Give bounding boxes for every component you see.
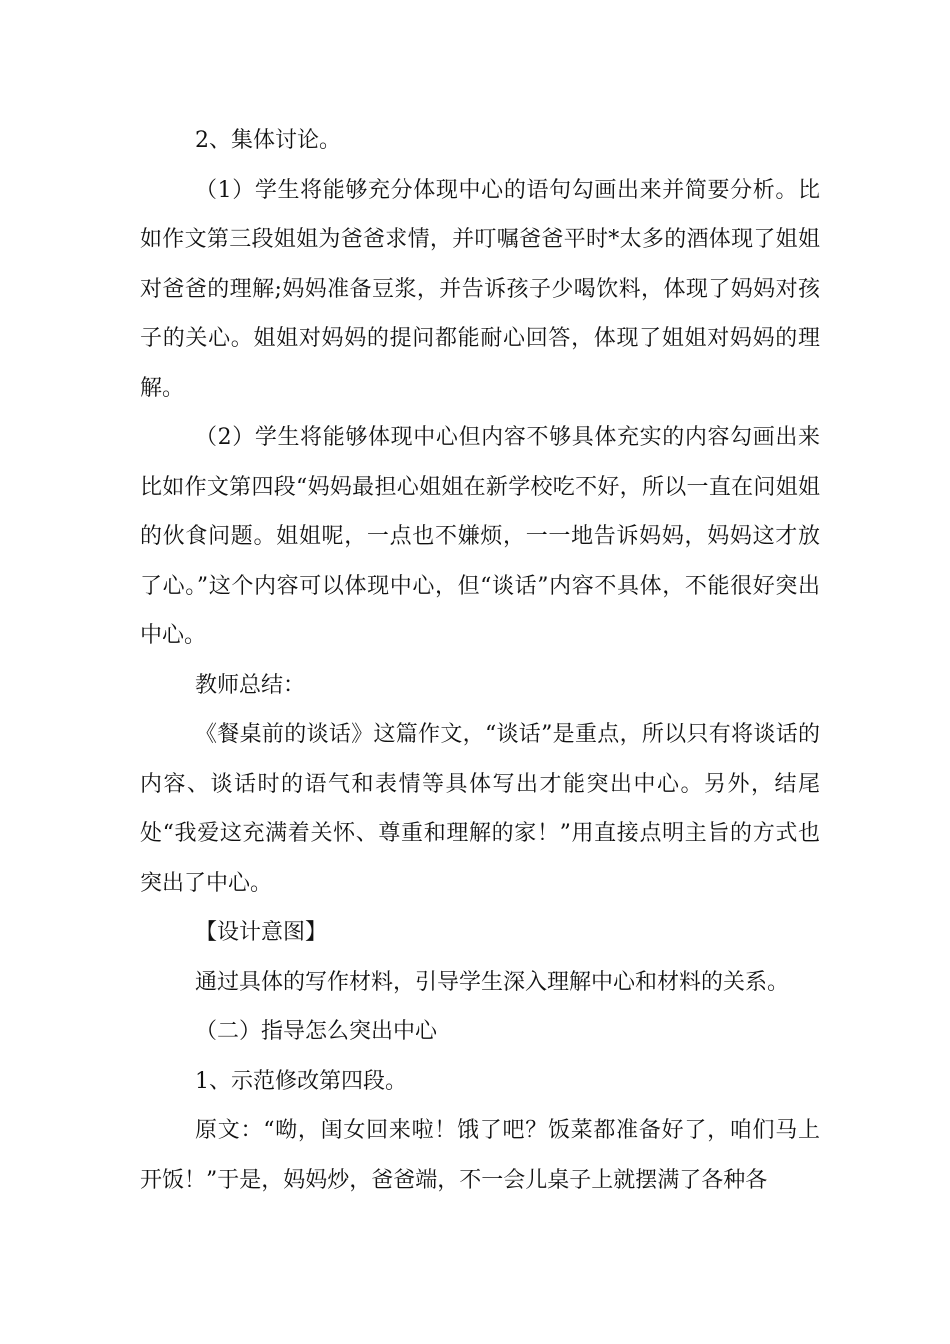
- paragraph-teacher-summary-heading: 教师总结：: [195, 672, 306, 698]
- paragraph-original-text: 原文：“呦，闺女回来啦！饿了吧？饭菜都准备好了，咱们马上开饭！”于是，妈妈炒，爸爸端，不一会儿桌子上就摆满了各种各: [140, 1118, 820, 1193]
- document-body: [140, 116, 820, 1205]
- paragraph-teacher-summary: 《餐桌前的谈话》这篇作文，“谈话”是重点，所以只有将谈话的内容、谈话时的语气和表情等具体写出才能突出中心。另外，结尾处“我爱这充满着关怀、尊重和理解的家！”用直接点明主旨的方式也突出了中心。: [140, 722, 820, 896]
- paragraph-point-1: （1）学生将能够充分体现中心的语句勾画出来并简要分析。比如作文第三段姐姐为爸爸求情，并叮嘱爸爸平时*太多的酒体现了姐姐对爸爸的理解;妈妈准备豆浆，并告诉孩子少喝饮料，体现了妈妈对孩子的关心。姐姐对妈妈的提问都能耐心回答，体现了姐姐对妈妈的理解。: [140, 177, 820, 401]
- paragraph-point-2: （2）学生将能够体现中心但内容不够具体充实的内容勾画出来比如作文第四段“妈妈最担心姐姐在新学校吃不好，所以一直在问姐姐的伙食问题。姐姐呢，一点也不嫌烦，一一地告诉妈妈，妈妈这才放了心。”这个内容可以体现中心，但“谈话”内容不具体，不能很好突出中心。: [140, 425, 820, 648]
- paragraph-design-intent-heading: 【设计意图】: [195, 920, 328, 945]
- paragraph-section-heading: （二）指导怎么突出中心: [195, 1019, 438, 1044]
- paragraph-design-intent: 通过具体的写作材料，引导学生深入理解中心和材料的关系。: [195, 969, 790, 995]
- paragraph-group-discussion: 2、集体讨论。: [195, 128, 341, 153]
- paragraph-demo-revision: 1、示范修改第四段。: [195, 1068, 407, 1094]
